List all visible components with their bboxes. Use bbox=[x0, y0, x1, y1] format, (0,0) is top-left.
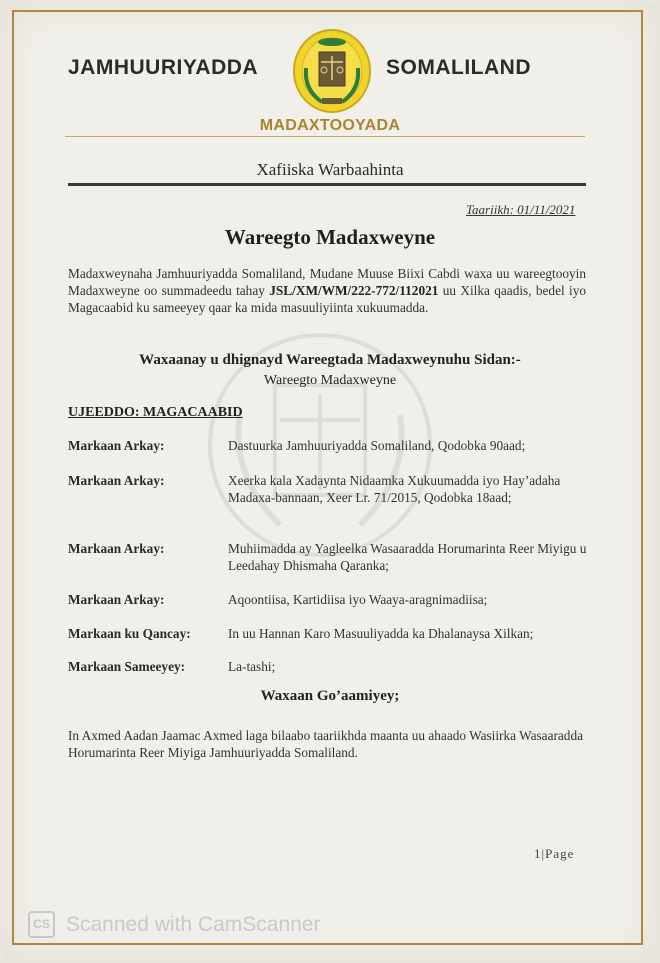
consideration-label: Markaan Arkay: bbox=[68, 592, 165, 607]
camscanner-watermark: Scanned with CamScanner bbox=[66, 913, 321, 936]
consideration-label: Markaan Arkay: bbox=[68, 541, 165, 556]
page-number: 1|Page bbox=[534, 846, 575, 861]
document-title: Wareegto Madaxweyne bbox=[224, 225, 436, 249]
consideration-label: Markaan ku Qancay: bbox=[68, 626, 191, 641]
decision-heading: Waxaan Go’aamiyey; bbox=[260, 688, 400, 704]
consideration-label: Markaan Arkay: bbox=[68, 473, 165, 488]
consideration-value: In uu Hannan Karo Masuuliyadda ka Dhalanaysa Xilkan; bbox=[228, 626, 534, 641]
decision-text: In Axmed Aadan Jaamac Axmed laga bilaabo taariikhda maanta uu ahaado Wasiirka Wasaaradda Horumarinta Reer Miyiga Jamhuuriyadda Somaliland. bbox=[68, 728, 584, 760]
office-name: Xafiiska Warbaahinta bbox=[256, 160, 404, 179]
objective-heading: UJEEDDO: MAGACAABID bbox=[68, 405, 243, 420]
header-country: SOMALILAND bbox=[386, 56, 531, 79]
decree-subheading: Wareegto Madaxweyne bbox=[263, 373, 397, 388]
consideration-label: Markaan Arkay: bbox=[68, 438, 165, 453]
decree-reference: JSL/XM/WM/222-772/112021 bbox=[269, 283, 439, 298]
intro-text: Madaxweynaha Jamhuuriyadda Somaliland, Mudane Muuse Biixi Cabdi waxa uu wareegtooyin Madaxweyne oo summadeedu tahay bbox=[68, 266, 586, 298]
presidency-label-wrap bbox=[0, 117, 660, 135]
consideration-value: Aqoontiisa, Kartidiisa iyo Waaya-aragnimadiisa; bbox=[228, 592, 488, 607]
national-seal-icon bbox=[292, 28, 372, 114]
intro-paragraph bbox=[68, 265, 586, 316]
consideration-label: Markaan Sameeyey: bbox=[68, 659, 186, 674]
office-divider bbox=[68, 183, 586, 186]
header-republic: JAMHUURIYADDA bbox=[68, 56, 259, 79]
consideration-value: La-tashi; bbox=[228, 659, 276, 674]
consideration-value: Xeerka kala Xadaynta Nidaamka Xukuumadda iyo Hay’adaha Madaxa-bannaan, Xeer Lr. 71/2015, Qodobka 18aad; bbox=[228, 473, 561, 505]
camscanner-logo-icon: CS bbox=[28, 911, 55, 938]
decree-heading: Waxaanay u dhignayd Wareegtada Madaxweynuhu Sidan:- bbox=[139, 352, 521, 368]
consideration-value: Dastuurka Jamhuuriyadda Somaliland, Qodobka 90aad; bbox=[228, 438, 526, 453]
consideration-value: Muhiimadda ay Yagleelka Wasaaradda Horumarinta Reer Miyigu u Leedahay Dhismaha Qaranka; bbox=[228, 541, 587, 573]
intro-tail: uu Xilka qaadis, bedel iyo Magacaabid ku sameeyey qaar ka mida masuuliyiinta xukuumadda. bbox=[68, 283, 587, 315]
presidency-label: MADAXTOOYADA bbox=[259, 117, 401, 134]
header-divider bbox=[65, 136, 585, 137]
document-date: Taariikh: 01/11/2021 bbox=[466, 202, 576, 217]
